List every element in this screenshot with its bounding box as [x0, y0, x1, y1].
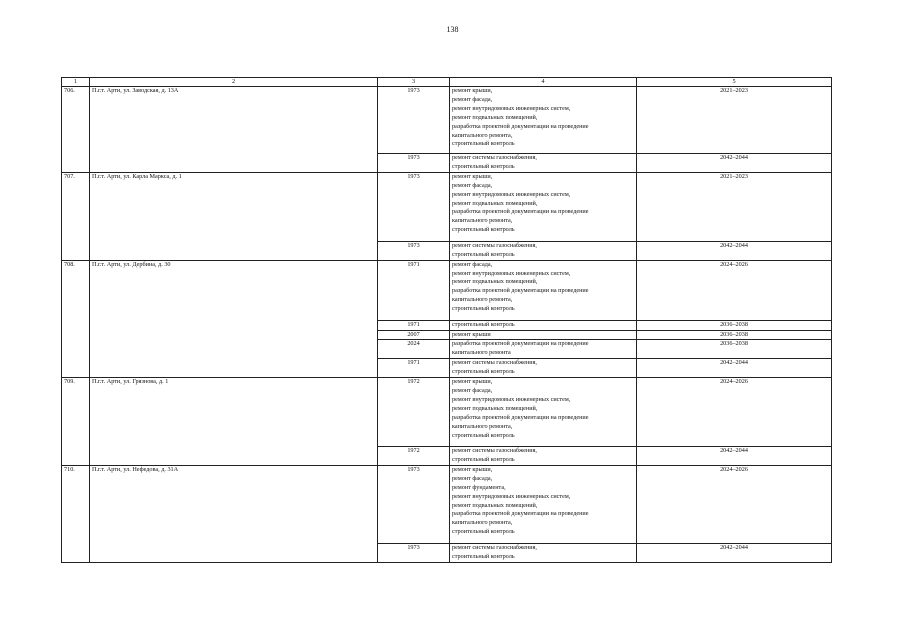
table-row — [62, 260, 832, 320]
year-cell: 1971 — [378, 359, 450, 378]
work-item: ремонт внутридомовых инженерных систем, — [452, 190, 571, 198]
period-cell: 2036–2038 — [637, 320, 832, 330]
work-item: ремонт крыши — [452, 330, 491, 338]
period-cell: 2021–2023 — [637, 172, 832, 241]
table-row — [62, 465, 832, 543]
address-cell: П.г.т. Арти, ул. Нефедова, д. 31А — [90, 465, 378, 562]
work-item: разработка проектной документации на проведение — [452, 287, 589, 295]
works-cell — [450, 330, 637, 340]
year-cell: 1973 — [378, 241, 450, 260]
table-body — [62, 87, 832, 563]
address-cell: П.г.т. Арти, ул. Карла Маркса, д. 1 — [90, 172, 378, 260]
repair-schedule-table — [61, 77, 832, 563]
work-item: строительный контроль — [452, 455, 515, 463]
work-item: строительный контроль — [452, 320, 515, 328]
works-cell — [450, 260, 637, 320]
work-item: строительный контроль — [452, 226, 515, 234]
work-item: ремонт фасада, — [452, 386, 493, 394]
work-item: ремонт крыши, — [452, 172, 493, 180]
address-cell: П.г.т. Арти, ул. Дербина, д. 30 — [90, 260, 378, 377]
work-item: ремонт фасада, — [452, 181, 493, 189]
work-item: ремонт подвальных помещений, — [452, 501, 538, 509]
work-item: ремонт системы газоснабжения, — [452, 359, 537, 367]
work-item: ремонт крыши, — [452, 378, 493, 386]
works-cell — [450, 320, 637, 330]
works-cell — [450, 241, 637, 260]
works-cell — [450, 340, 637, 359]
works-cell — [450, 359, 637, 378]
work-item: ремонт подвальных помещений, — [452, 113, 538, 121]
period-cell: 2024–2026 — [637, 378, 832, 447]
works-cell — [450, 172, 637, 241]
period-cell: 2024–2026 — [637, 465, 832, 543]
works-cell — [450, 465, 637, 543]
period-cell: 2042–2044 — [637, 154, 832, 173]
work-item: строительный контроль — [452, 305, 515, 313]
header-col-2: 2 — [90, 78, 378, 87]
header-col-5: 5 — [637, 78, 832, 87]
header-col-3: 3 — [378, 78, 450, 87]
work-item: ремонт подвальных помещений, — [452, 278, 538, 286]
work-item: строительный контроль — [452, 250, 515, 258]
work-item: ремонт внутридомовых инженерных систем, — [452, 104, 571, 112]
table-header — [62, 78, 832, 87]
table-row — [62, 172, 832, 241]
house-number-cell: 709. — [62, 378, 90, 466]
year-cell: 1971 — [378, 320, 450, 330]
work-item: строительный контроль — [452, 162, 515, 170]
works-cell — [450, 378, 637, 447]
year-cell: 1973 — [378, 154, 450, 173]
year-cell: 1973 — [378, 465, 450, 543]
work-item: ремонт внутридомовых инженерных систем, — [452, 492, 571, 500]
work-item: капитального ремонта, — [452, 131, 513, 139]
header-col-4: 4 — [450, 78, 637, 87]
year-cell: 1973 — [378, 172, 450, 241]
works-cell — [450, 87, 637, 154]
table-row — [62, 87, 832, 154]
year-cell: 1973 — [378, 543, 450, 562]
period-cell: 2021–2023 — [637, 87, 832, 154]
year-cell: 2024 — [378, 340, 450, 359]
work-item: разработка проектной документации на проведение — [452, 208, 589, 216]
work-item: строительный контроль — [452, 368, 515, 376]
period-cell: 2042–2044 — [637, 447, 832, 466]
house-number-cell: 708. — [62, 260, 90, 377]
year-cell: 1973 — [378, 87, 450, 154]
year-cell: 1972 — [378, 447, 450, 466]
work-item: ремонт внутридомовых инженерных систем, — [452, 395, 571, 403]
work-item: строительный контроль — [452, 140, 515, 148]
work-item: ремонт фасада, — [452, 95, 493, 103]
year-cell: 1972 — [378, 378, 450, 447]
address-cell: П.г.т. Арти, ул. Грязнова, д. 1 — [90, 378, 378, 466]
work-item: капитального ремонта, — [452, 296, 513, 304]
works-cell — [450, 543, 637, 562]
work-item: ремонт внутридомовых инженерных систем, — [452, 269, 571, 277]
works-cell — [450, 447, 637, 466]
period-cell: 2042–2044 — [637, 359, 832, 378]
work-item: разработка проектной документации на проведение — [452, 510, 589, 518]
house-number-cell: 707. — [62, 172, 90, 260]
work-item: строительный контроль — [452, 431, 515, 439]
work-item: ремонт системы газоснабжения, — [452, 543, 537, 551]
work-item: разработка проектной документации на проведение — [452, 413, 589, 421]
work-item: ремонт подвальных помещений, — [452, 199, 538, 207]
work-item: капитального ремонта, — [452, 519, 513, 527]
period-cell: 2024–2026 — [637, 260, 832, 320]
table-row — [62, 378, 832, 447]
work-item: ремонт системы газоснабжения, — [452, 447, 537, 455]
house-number-cell: 706. — [62, 87, 90, 173]
work-item: ремонт системы газоснабжения, — [452, 154, 537, 161]
work-item: ремонт фундамента, — [452, 483, 506, 491]
period-cell: 2036–2038 — [637, 340, 832, 359]
work-item: ремонт системы газоснабжения, — [452, 241, 537, 249]
header-col-1: 1 — [62, 78, 90, 87]
year-cell: 2007 — [378, 330, 450, 340]
work-item: ремонт подвальных помещений, — [452, 404, 538, 412]
period-cell: 2042–2044 — [637, 241, 832, 260]
works-cell — [450, 154, 637, 173]
work-item: ремонт фасада, — [452, 474, 493, 482]
work-item: капитального ремонта — [452, 349, 511, 357]
work-item: разработка проектной документации на проведение — [452, 122, 589, 130]
period-cell: 2036–2038 — [637, 330, 832, 340]
year-cell: 1971 — [378, 260, 450, 320]
work-item: капитального ремонта, — [452, 217, 513, 225]
work-item: разработка проектной документации на проведение — [452, 340, 589, 348]
house-number-cell: 710. — [62, 465, 90, 562]
work-item: строительный контроль — [452, 552, 515, 560]
period-cell: 2042–2044 — [637, 543, 832, 562]
work-item: строительный контроль — [452, 528, 515, 536]
work-item: ремонт крыши, — [452, 465, 493, 473]
address-cell: П.г.т. Арти, ул. Заводская, д. 13А — [90, 87, 378, 173]
page-number: 138 — [446, 25, 459, 34]
work-item: капитального ремонта, — [452, 422, 513, 430]
work-item: ремонт крыши, — [452, 87, 493, 94]
header-row — [62, 78, 832, 87]
work-item: ремонт фасада, — [452, 260, 493, 268]
